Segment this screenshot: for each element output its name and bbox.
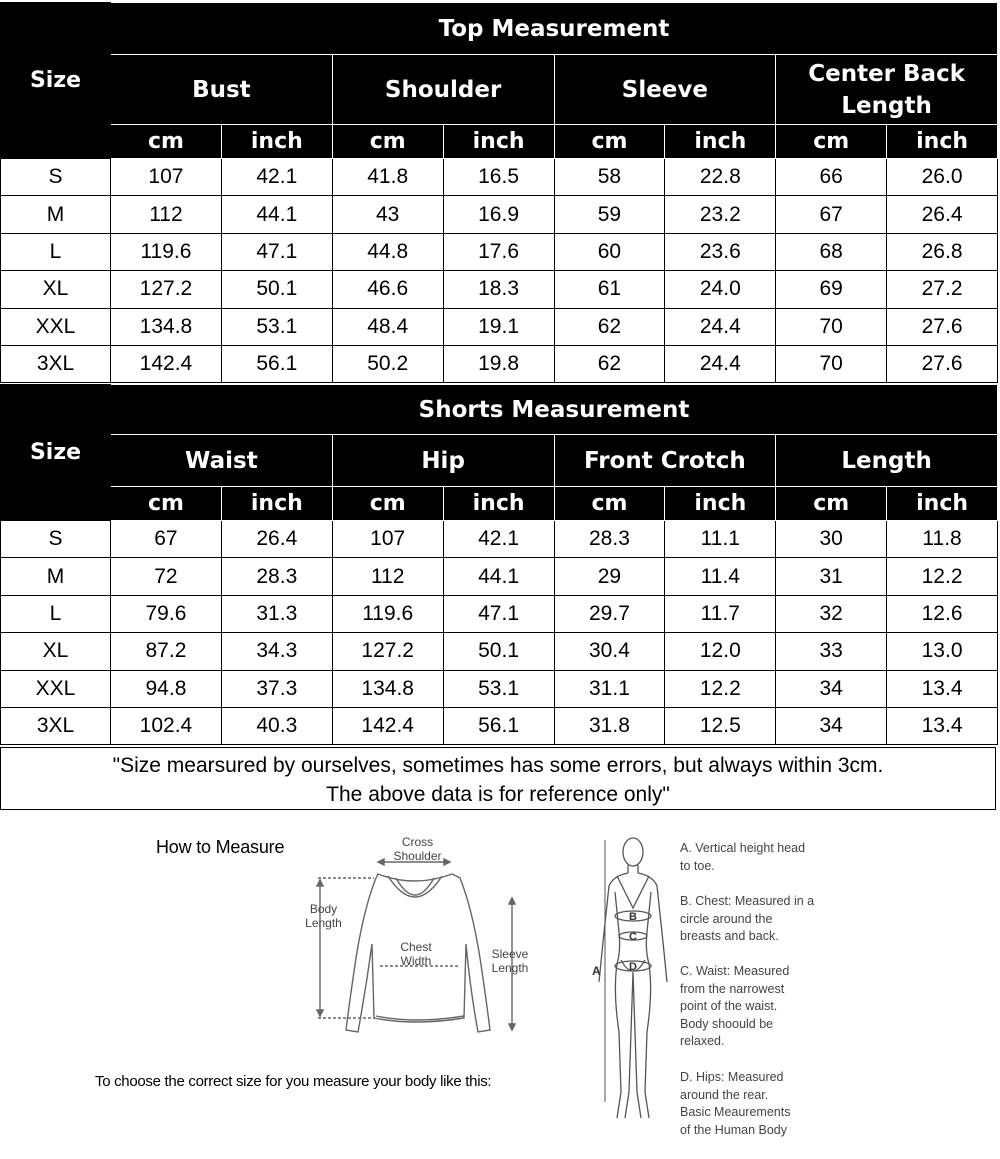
column-group-center-back-length: Center Back Length (776, 55, 998, 125)
body-label-a: A (592, 964, 601, 978)
table-title: Shorts Measurement (111, 385, 998, 435)
size-cell: XXL (1, 308, 111, 345)
value-cell: 17.6 (443, 233, 554, 270)
table-row (1, 558, 998, 595)
unit-header: cm (776, 487, 887, 521)
value-cell: 142.4 (332, 707, 443, 744)
value-cell: 40.3 (221, 707, 332, 744)
measure-instruction: To choose the correct size for you measure your body like this: (95, 1073, 492, 1090)
value-cell: 72 (111, 558, 222, 595)
value-cell: 44.1 (443, 558, 554, 595)
unit-header: inch (443, 487, 554, 521)
value-cell: 134.8 (332, 670, 443, 707)
unit-header: cm (111, 487, 222, 521)
unit-header: inch (221, 487, 332, 521)
value-cell: 24.0 (665, 271, 776, 308)
value-cell: 42.1 (221, 159, 332, 196)
size-cell: S (1, 159, 111, 196)
value-cell: 19.8 (443, 345, 554, 382)
unit-header: inch (665, 125, 776, 159)
value-cell: 112 (332, 558, 443, 595)
how-to-measure-title: How to Measure (156, 837, 285, 857)
size-cell: L (1, 595, 111, 632)
body-label-b: B (629, 911, 637, 923)
value-cell: 34.3 (221, 633, 332, 670)
value-cell: 62 (554, 345, 665, 382)
size-cell: S (1, 521, 111, 558)
value-cell: 119.6 (111, 233, 222, 270)
value-cell: 31 (776, 558, 887, 595)
unit-header: cm (554, 487, 665, 521)
value-cell: 11.1 (665, 521, 776, 558)
column-group-hip: Hip (332, 435, 554, 487)
value-cell: 43 (332, 196, 443, 233)
value-cell: 46.6 (332, 271, 443, 308)
legend-b: B. Chest: Measured in a circle around the breasts and back. (680, 894, 815, 943)
value-cell: 31.1 (554, 670, 665, 707)
value-cell: 23.2 (665, 196, 776, 233)
table-row (1, 196, 998, 233)
size-header: Size (1, 385, 111, 521)
value-cell: 94.8 (111, 670, 222, 707)
value-cell: 30.4 (554, 633, 665, 670)
column-group-front-crotch: Front Crotch (554, 435, 776, 487)
value-cell: 112 (111, 196, 222, 233)
value-cell: 53.1 (221, 308, 332, 345)
value-cell: 28.3 (221, 558, 332, 595)
unit-header: cm (554, 125, 665, 159)
value-cell: 11.8 (887, 521, 998, 558)
unit-header: inch (887, 125, 998, 159)
value-cell: 28.3 (554, 521, 665, 558)
note-line-1: "Size mearsured by ourselves, sometimes has some errors, but always within 3cm. (112, 754, 884, 777)
value-cell: 44.8 (332, 233, 443, 270)
size-header: Size (1, 3, 111, 159)
value-cell: 87.2 (111, 633, 222, 670)
value-cell: 53.1 (443, 670, 554, 707)
value-cell: 67 (776, 196, 887, 233)
table-row (1, 345, 998, 382)
value-cell: 18.3 (443, 271, 554, 308)
value-cell: 34 (776, 670, 887, 707)
value-cell: 27.6 (887, 308, 998, 345)
table-row (1, 308, 998, 345)
value-cell: 44.1 (221, 196, 332, 233)
body-label-c: C (629, 931, 637, 943)
value-cell: 56.1 (443, 707, 554, 744)
table-row (1, 633, 998, 670)
value-cell: 79.6 (111, 595, 222, 632)
top-measurement-table (0, 2, 998, 383)
value-cell: 134.8 (111, 308, 222, 345)
sleeve-length-label: Sleeve Length (491, 947, 529, 975)
shorts-measurement-table (0, 384, 998, 745)
value-cell: 29.7 (554, 595, 665, 632)
column-group-waist: Waist (111, 435, 333, 487)
body-label-d: D (629, 961, 637, 973)
value-cell: 69 (776, 271, 887, 308)
value-cell: 26.4 (887, 196, 998, 233)
value-cell: 11.4 (665, 558, 776, 595)
size-cell: M (1, 196, 111, 233)
value-cell: 24.4 (665, 345, 776, 382)
unit-header: cm (332, 487, 443, 521)
value-cell: 22.8 (665, 159, 776, 196)
value-cell: 29 (554, 558, 665, 595)
value-cell: 12.0 (665, 633, 776, 670)
value-cell: 56.1 (221, 345, 332, 382)
value-cell: 23.6 (665, 233, 776, 270)
value-cell: 31.3 (221, 595, 332, 632)
value-cell: 59 (554, 196, 665, 233)
table-title: Top Measurement (111, 3, 998, 55)
value-cell: 30 (776, 521, 887, 558)
table-row (1, 707, 998, 744)
legend-c: C. Waist: Measured from the narrowest point of the waist. Body shoould be relaxed. (680, 964, 790, 1048)
value-cell: 66 (776, 159, 887, 196)
table-row (1, 233, 998, 270)
value-cell: 12.5 (665, 707, 776, 744)
column-group-bust: Bust (111, 55, 333, 125)
table-row (1, 159, 998, 196)
value-cell: 19.1 (443, 308, 554, 345)
value-cell: 33 (776, 633, 887, 670)
body-figure-diagram (592, 832, 675, 1132)
value-cell: 58 (554, 159, 665, 196)
value-cell: 32 (776, 595, 887, 632)
legend-a: A. Vertical height head to toe. (680, 841, 806, 873)
value-cell: 13.4 (887, 707, 998, 744)
value-cell: 50.1 (443, 633, 554, 670)
value-cell: 68 (776, 233, 887, 270)
value-cell: 50.2 (332, 345, 443, 382)
value-cell: 127.2 (111, 271, 222, 308)
size-cell: 3XL (1, 707, 111, 744)
body-length-label: Body Length (305, 902, 342, 930)
value-cell: 60 (554, 233, 665, 270)
shorts-table-body (1, 521, 998, 745)
value-cell: 142.4 (111, 345, 222, 382)
value-cell: 27.6 (887, 345, 998, 382)
top-table-body (1, 159, 998, 383)
value-cell: 50.1 (221, 271, 332, 308)
unit-header: inch (443, 125, 554, 159)
table-row (1, 595, 998, 632)
value-cell: 47.1 (221, 233, 332, 270)
size-cell: XL (1, 271, 111, 308)
column-group-shoulder: Shoulder (332, 55, 554, 125)
value-cell: 119.6 (332, 595, 443, 632)
table-row (1, 271, 998, 308)
value-cell: 24.4 (665, 308, 776, 345)
value-cell: 127.2 (332, 633, 443, 670)
value-cell: 62 (554, 308, 665, 345)
value-cell: 41.8 (332, 159, 443, 196)
size-cell: XL (1, 633, 111, 670)
unit-header: inch (665, 487, 776, 521)
value-cell: 11.7 (665, 595, 776, 632)
unit-row (1, 487, 998, 521)
unit-header: cm (111, 125, 222, 159)
cross-shoulder-label: Cross Shoulder (393, 835, 442, 863)
value-cell: 16.9 (443, 196, 554, 233)
value-cell: 12.2 (887, 558, 998, 595)
unit-header: cm (776, 125, 887, 159)
value-cell: 13.0 (887, 633, 998, 670)
value-cell: 26.8 (887, 233, 998, 270)
chest-width-label: Chest Width (400, 940, 432, 968)
disclaimer-note (0, 747, 996, 810)
value-cell: 102.4 (111, 707, 222, 744)
value-cell: 107 (111, 159, 222, 196)
value-cell: 70 (776, 345, 887, 382)
size-cell: XXL (1, 670, 111, 707)
column-group-length: Length (776, 435, 998, 487)
unit-header: inch (887, 487, 998, 521)
unit-header: cm (332, 125, 443, 159)
value-cell: 26.4 (221, 521, 332, 558)
unit-header: inch (221, 125, 332, 159)
value-cell: 61 (554, 271, 665, 308)
table-row (1, 521, 998, 558)
value-cell: 26.0 (887, 159, 998, 196)
value-cell: 12.6 (887, 595, 998, 632)
value-cell: 12.2 (665, 670, 776, 707)
size-cell: 3XL (1, 345, 111, 382)
value-cell: 16.5 (443, 159, 554, 196)
value-cell: 67 (111, 521, 222, 558)
size-cell: M (1, 558, 111, 595)
value-cell: 107 (332, 521, 443, 558)
value-cell: 48.4 (332, 308, 443, 345)
value-cell: 70 (776, 308, 887, 345)
value-cell: 37.3 (221, 670, 332, 707)
column-group-sleeve: Sleeve (554, 55, 776, 125)
value-cell: 47.1 (443, 595, 554, 632)
value-cell: 42.1 (443, 521, 554, 558)
legend-d: D. Hips: Measured around the rear. Basic Meaurements of the Human Body (680, 1070, 791, 1137)
value-cell: 31.8 (554, 707, 665, 744)
value-cell: 27.2 (887, 271, 998, 308)
table-row (1, 670, 998, 707)
size-cell: L (1, 233, 111, 270)
value-cell: 13.4 (887, 670, 998, 707)
value-cell: 34 (776, 707, 887, 744)
unit-row (1, 125, 998, 159)
note-line-2: The above data is for reference only" (326, 783, 670, 806)
